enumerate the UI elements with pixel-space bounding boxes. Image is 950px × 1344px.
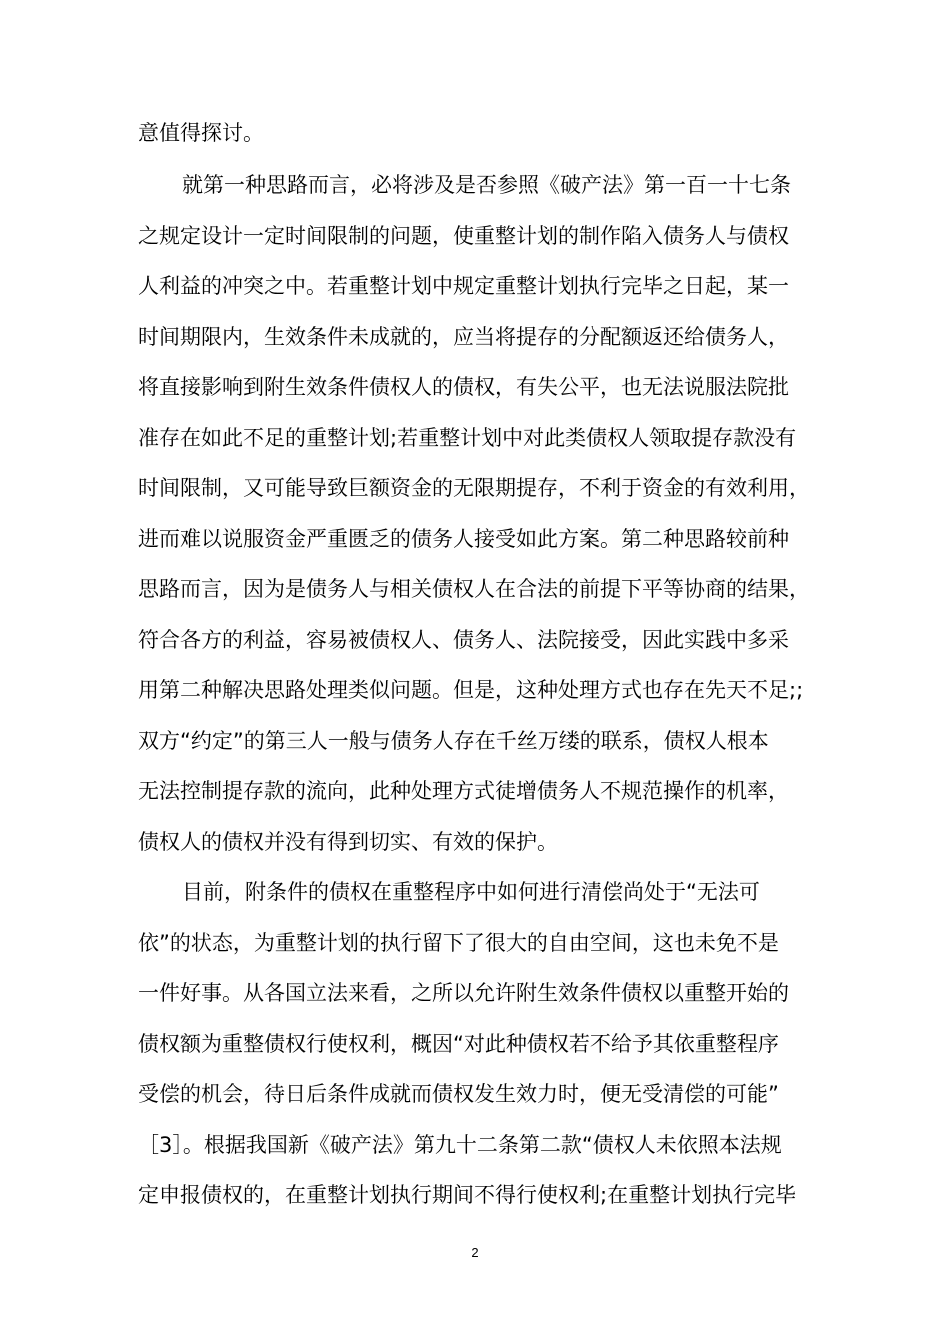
text-line: 准存在如此不足的重整计划;若重整计划中对此类债权人领取提存款没有 <box>138 426 797 450</box>
text-line: 债权额为重整债权行使权利，概因“对此种债权若不给予其依重整程序 <box>138 1032 779 1056</box>
text-line: 定申报债权的，在重整计划执行期间不得行使权利;在重整计划执行完毕 <box>138 1183 797 1207</box>
text-line: 进而难以说服资金严重匮乏的债务人接受如此方案。第二种思路较前种 <box>138 527 789 551</box>
text-line: 用第二种解决思路处理类似问题。但是，这种处理方式也存在先天不足;; <box>138 678 804 702</box>
text-line: 时间期限内，生效条件未成就的，应当将提存的分配额返还给债务人， <box>138 325 789 349</box>
text-line: 依”的状态，为重整计划的执行留下了很大的自由空间，这也未免不是 <box>138 931 779 955</box>
text-line: ［3］。根据我国新《破产法》第九十二条第二款“债权人未依照本法规 <box>138 1133 782 1157</box>
text-line: 债权人的债权并没有得到切实、有效的保护。 <box>138 830 558 854</box>
text-line: 双方“约定”的第三人一般与债务人存在千丝万缕的联系，债权人根本 <box>138 729 769 753</box>
text-line: 一件好事。从各国立法来看，之所以允许附生效条件债权以重整开始的 <box>138 981 789 1005</box>
text-line: 意值得探讨。 <box>138 121 264 145</box>
text-line: 思路而言，因为是债务人与相关债权人在合法的前提下平等协商的结果， <box>138 577 810 601</box>
text-line: 人利益的冲突之中。若重整计划中规定重整计划执行完毕之日起，某一 <box>138 274 789 298</box>
text-line: 时间限制，又可能导致巨额资金的无限期提存，不利于资金的有效利用， <box>138 476 810 500</box>
paragraph-first-line: 就第一种思路而言，必将涉及是否参照《破产法》第一百一十七条 <box>182 173 791 197</box>
page-number: 2 <box>471 1245 479 1260</box>
text-line: 无法控制提存款的流向，此种处理方式徒增债务人不规范操作的机率， <box>138 779 789 803</box>
paragraph-first-line: 目前，附条件的债权在重整程序中如何进行清偿尚处于“无法可 <box>182 880 760 904</box>
text-line: 受偿的机会，待日后条件成就而债权发生效力时，便无受清偿的可能” <box>138 1082 779 1106</box>
text-line: 之规定设计一定时间限制的问题，使重整计划的制作陷入债务人与债权 <box>138 224 789 248</box>
text-line: 符合各方的利益，容易被债权人、债务人、法院接受，因此实践中多采 <box>138 628 789 652</box>
text-line: 将直接影响到附生效条件债权人的债权，有失公平，也无法说服法院批 <box>138 375 789 399</box>
